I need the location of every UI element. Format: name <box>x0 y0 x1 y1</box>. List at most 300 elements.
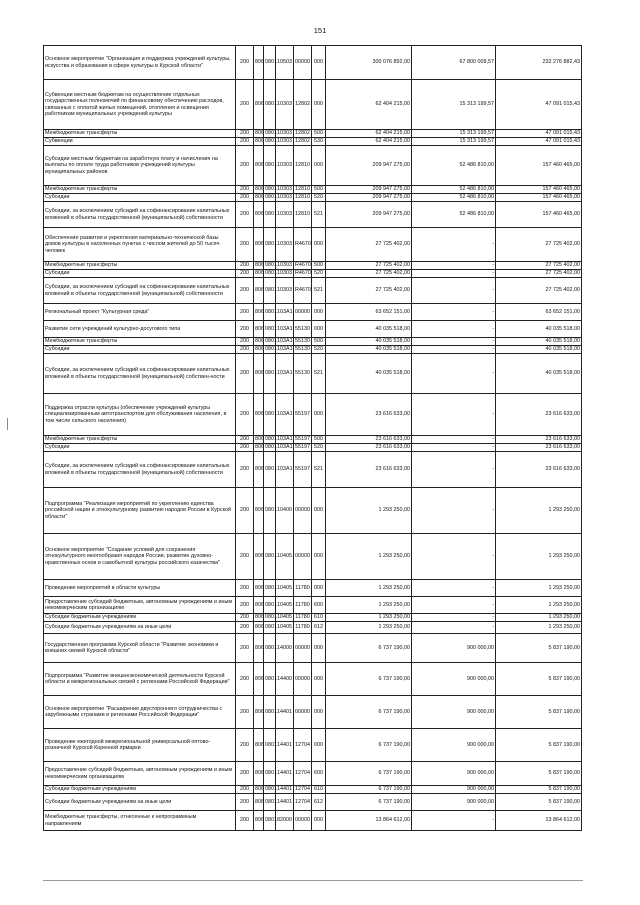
amount-total-cell: 62 404 215,00 <box>326 138 412 146</box>
expense-type-cell: 000 <box>312 146 326 186</box>
program-code-cell: 10303 <box>277 270 292 277</box>
expense-type-cell: 000 <box>312 663 326 696</box>
admin-code-cell: 200 <box>236 138 254 146</box>
amount-change-cell: 900 000,00 <box>412 729 496 762</box>
program-code-cell: 10303 <box>276 278 294 304</box>
table-row <box>44 634 582 663</box>
row-name-cell: Субсидии, за исключением субсидий на софинансирование капитальных вложений в объекты государственной (муниципальной) собствен-ности <box>44 354 236 394</box>
program-code-cell: 14401 <box>277 786 292 793</box>
admin-code-cell: 200 <box>236 488 254 534</box>
amount-total-cell: 27 725 402,00 <box>326 270 412 278</box>
amount-result-cell: 40 035 518,00 <box>496 354 582 394</box>
amount-result-cell: 232 276 882,43 <box>496 46 582 80</box>
expense-type-cell: 000 <box>312 228 326 262</box>
row-name-cell: Подпрограмма "Реализация мероприятий по укреплению единства российской нации и этнокультурному развитию народов России в Курской области" <box>44 488 236 534</box>
subsection-code-cell: 0801 <box>265 194 277 201</box>
row-name-cell: Поддержка отрасли культуры (обеспечение учреждений культуры специализированным автотранспортом для обслуживания населения, в том числе сельского населения) <box>44 394 236 436</box>
subsection-code-cell: 0801 <box>264 202 276 228</box>
expense-type-cell: 000 <box>312 634 326 663</box>
subsection-code-cell: 0801 <box>265 186 277 193</box>
amount-total-cell: 209 947 275,00 <box>326 146 412 186</box>
admin-code-cell: 200 <box>236 270 254 278</box>
amount-total-cell: 40 035 518,00 <box>326 338 412 346</box>
admin-code-cell: 200 <box>236 394 254 436</box>
direction-code-cell: 12810 <box>294 202 312 228</box>
admin-code-cell: 200 <box>236 696 254 729</box>
subsection-code-cell: 0801 <box>264 794 276 811</box>
program-code-cell: 10503 <box>276 46 294 80</box>
amount-change-cell: 15 313 199,57 <box>412 130 496 138</box>
amount-change-cell: 15 313 199,57 <box>412 80 496 130</box>
direction-code-cell: R4670 <box>294 278 312 304</box>
direction-code-cell: 12704 <box>294 794 312 811</box>
section-code-cell: 806 <box>254 46 264 80</box>
program-code-cell: 14401 <box>276 762 294 786</box>
section-code-cell: 806 <box>254 762 264 786</box>
direction-code-cell: R4670 <box>295 270 311 277</box>
amount-result-cell: 157 460 465,00 <box>496 202 582 228</box>
direction-code-cell: 55197 <box>295 444 310 451</box>
program-code-cell: 14401 <box>276 729 294 762</box>
section-code-cell: 806 <box>254 634 264 663</box>
row-name-cell: Основное мероприятие "Организация и поддержка учреждений культуры, искусства и образования в сфере культуры в Курской области" <box>44 46 236 80</box>
expense-type-cell: 000 <box>312 534 326 580</box>
program-code-cell: 10400 <box>276 488 294 534</box>
expense-type-cell: 520 <box>312 270 326 278</box>
program-code-cell: 10303 <box>276 228 294 262</box>
admin-code-cell: 200 <box>236 46 254 80</box>
row-name-cell: Субсидии <box>44 444 236 452</box>
section-code-cell: 806 <box>254 146 264 186</box>
direction-code-cell: 12810 <box>294 146 312 186</box>
row-name-cell: Межбюджетные трансферты <box>44 262 236 270</box>
row-name-cell: Субсидии, за исключением субсидий на софинансирование капитальных вложений в объекты государственной (муниципальной) собственности <box>44 278 236 304</box>
amount-change-cell: - <box>412 622 496 634</box>
amount-change-cell: - <box>412 228 496 262</box>
program-code-cell: 103A1 <box>277 346 293 353</box>
section-code-cell: 806 <box>254 80 264 130</box>
direction-code-cell: 12802 <box>294 80 312 130</box>
subsection-code-cell: 0801 <box>264 146 276 186</box>
subsection-code-cell: 0801 <box>265 786 277 793</box>
amount-result-cell: 27 725 402,00 <box>496 270 582 278</box>
amount-total-cell: 27 725 402,00 <box>326 262 412 270</box>
program-code-cell: 14400 <box>276 663 294 696</box>
direction-code-cell: 11780 <box>294 580 312 597</box>
direction-code-cell: 55130 <box>294 321 312 338</box>
admin-code-cell: 200 <box>236 346 254 354</box>
program-code-cell: 103A1 <box>276 452 294 488</box>
amount-result-cell: 1 293 250,00 <box>496 622 582 634</box>
amount-result-cell: 27 725 402,00 <box>496 262 582 270</box>
direction-code-cell: 55197 <box>295 436 310 443</box>
admin-code-cell: 200 <box>236 354 254 394</box>
admin-code-cell: 200 <box>236 146 254 186</box>
program-code-cell: 10303 <box>277 130 292 137</box>
expense-type-cell: 500 <box>312 262 326 270</box>
row-name-cell: Межбюджетные трансферты <box>44 186 236 194</box>
expense-type-cell: 610 <box>312 614 326 622</box>
section-code-cell: 806 <box>254 696 264 729</box>
table-row <box>44 130 582 138</box>
subsection-code-cell: 0801 <box>264 228 276 262</box>
table-row <box>44 321 582 338</box>
program-code-cell: 14000 <box>276 634 294 663</box>
table-row <box>44 762 582 786</box>
admin-code-cell: 200 <box>236 202 254 228</box>
table-row <box>44 202 582 228</box>
amount-change-cell: - <box>412 444 496 452</box>
budget-table <box>43 45 582 831</box>
program-code-cell: 14401 <box>276 696 294 729</box>
section-code-cell: 806 <box>254 580 264 597</box>
direction-code-cell: 11780 <box>294 597 312 614</box>
subsection-code-cell: 0801 <box>264 488 276 534</box>
row-name-cell: Субсидии бюджетным учреждениям на иные цели <box>44 622 236 634</box>
amount-result-cell: 5 837 190,00 <box>496 663 582 696</box>
amount-change-cell: - <box>412 262 496 270</box>
program-code-cell: 10405 <box>276 622 294 634</box>
row-name-cell: Развитие сети учреждений культурно-досугового типа <box>44 321 236 338</box>
row-name-cell: Основное мероприятие "Расширение двустороннего сотрудничества с зарубежными странами и регионами Российской Федерации" <box>44 696 236 729</box>
program-code-cell: 103A1 <box>276 354 294 394</box>
subsection-code-cell: 0801 <box>264 354 276 394</box>
amount-total-cell: 23 616 633,00 <box>326 444 412 452</box>
section-code-cell: 806 <box>255 138 264 145</box>
row-name-cell: Межбюджетные трансферты <box>44 338 236 346</box>
amount-result-cell: 47 091 015,43 <box>496 80 582 130</box>
amount-change-cell: - <box>412 304 496 321</box>
subsection-code-cell: 0801 <box>265 338 277 345</box>
direction-code-cell: 00000 <box>294 634 312 663</box>
row-name-cell: Предоставление субсидий бюджетным, автономным учреждениям и иным некоммерческим организациям <box>44 597 236 614</box>
expense-type-cell: 610 <box>312 786 326 794</box>
section-code-cell: 806 <box>254 811 264 831</box>
subsection-code-cell: 0801 <box>264 46 276 80</box>
direction-code-cell: 12704 <box>294 729 312 762</box>
admin-code-cell: 200 <box>236 597 254 614</box>
admin-code-cell: 200 <box>236 811 254 831</box>
table-row <box>44 80 582 130</box>
admin-code-cell: 200 <box>236 80 254 130</box>
program-code-cell: 10405 <box>276 580 294 597</box>
table-row <box>44 194 582 202</box>
amount-change-cell: - <box>412 394 496 436</box>
expense-type-cell: 521 <box>312 354 326 394</box>
subsection-code-cell: 0801 <box>264 811 276 831</box>
amount-result-cell: 23 616 633,00 <box>496 444 582 452</box>
row-name-cell: Субвенции местным бюджетам на осуществление отдельных государственных полномочий по финансовому обеспечению расходов, связанных с оплатой жилых помещений, отопления и освещения работникам муниципальных учреждений культуры <box>44 80 236 130</box>
table-row <box>44 663 582 696</box>
program-code-cell: 103A1 <box>277 338 293 345</box>
amount-result-cell: 1 293 250,00 <box>496 597 582 614</box>
amount-result-cell: 5 837 190,00 <box>496 794 582 811</box>
row-name-cell: Субсидии <box>44 346 236 354</box>
subsection-code-cell: 0801 <box>264 597 276 614</box>
section-code-cell: 806 <box>254 228 264 262</box>
subsection-code-cell: 0801 <box>265 138 277 145</box>
amount-total-cell: 23 616 633,00 <box>326 394 412 436</box>
subsection-code-cell: 0801 <box>264 663 276 696</box>
section-code-cell: 806 <box>255 436 264 443</box>
direction-code-cell: 00000 <box>294 46 312 80</box>
subsection-code-cell: 0801 <box>265 444 277 451</box>
program-code-cell: 10303 <box>277 138 292 145</box>
row-name-cell: Субсидии бюджетным учреждениям на иные цели <box>44 794 236 811</box>
table-row <box>44 811 582 831</box>
row-name-cell: Субсидии <box>44 270 236 278</box>
section-code-cell: 806 <box>255 194 264 201</box>
amount-change-cell: - <box>412 534 496 580</box>
amount-total-cell: 1 293 250,00 <box>326 488 412 534</box>
subsection-code-cell: 0801 <box>264 762 276 786</box>
admin-code-cell: 200 <box>236 729 254 762</box>
amount-result-cell: 1 293 250,00 <box>496 614 582 622</box>
amount-change-cell: 52 486 810,00 <box>412 202 496 228</box>
expense-type-cell: 521 <box>312 278 326 304</box>
expense-type-cell: 500 <box>312 130 326 138</box>
expense-type-cell: 520 <box>312 194 326 202</box>
row-name-cell: Подпрограмма "Развитие внешнеэкономической деятельности Курской области и межрегиональных связей с регионами Российской Федерации" <box>44 663 236 696</box>
margin-mark <box>7 418 11 430</box>
amount-result-cell: 23 616 633,00 <box>496 452 582 488</box>
admin-code-cell: 200 <box>236 762 254 786</box>
subsection-code-cell: 0801 <box>265 436 277 443</box>
amount-total-cell: 40 035 518,00 <box>326 321 412 338</box>
row-name-cell: Обеспечение развития и укрепления материально-технической базы домов культуры в населенных пунктах с числом жителей до 50 тысяч человек <box>44 228 236 262</box>
amount-change-cell: 67 800 009,57 <box>412 46 496 80</box>
amount-total-cell: 23 616 633,00 <box>326 452 412 488</box>
direction-code-cell: 00000 <box>294 488 312 534</box>
program-code-cell: 103A1 <box>277 444 293 451</box>
amount-result-cell: 40 035 518,00 <box>496 346 582 354</box>
direction-code-cell: 11780 <box>294 622 312 634</box>
admin-code-cell: 200 <box>236 186 254 194</box>
table-row <box>44 46 582 80</box>
table-row <box>44 270 582 278</box>
admin-code-cell: 200 <box>236 786 254 794</box>
section-code-cell: 806 <box>254 202 264 228</box>
table-row <box>44 186 582 194</box>
admin-code-cell: 200 <box>236 444 254 452</box>
admin-code-cell: 200 <box>236 194 254 202</box>
table-row <box>44 729 582 762</box>
amount-total-cell: 1 293 250,00 <box>326 622 412 634</box>
expense-type-cell: 612 <box>312 622 326 634</box>
table-row <box>44 262 582 270</box>
amount-total-cell: 6 737 190,00 <box>326 634 412 663</box>
direction-code-cell: 00000 <box>294 811 312 831</box>
admin-code-cell: 200 <box>236 304 254 321</box>
subsection-code-cell: 0801 <box>264 304 276 321</box>
amount-result-cell: 23 616 633,00 <box>496 394 582 436</box>
admin-code-cell: 200 <box>236 338 254 346</box>
section-code-cell: 806 <box>254 729 264 762</box>
amount-total-cell: 209 947 275,00 <box>326 202 412 228</box>
admin-code-cell: 200 <box>236 634 254 663</box>
table-body <box>44 46 582 831</box>
subsection-code-cell: 0801 <box>265 614 277 621</box>
amount-result-cell: 5 837 190,00 <box>496 729 582 762</box>
amount-change-cell: 52 486 810,00 <box>412 186 496 194</box>
admin-code-cell: 200 <box>236 534 254 580</box>
direction-code-cell: 00000 <box>294 304 312 321</box>
amount-total-cell: 27 725 402,00 <box>326 228 412 262</box>
row-name-cell: Субсидии бюджетным учреждениям <box>44 786 236 794</box>
section-code-cell: 806 <box>255 130 264 137</box>
row-name-cell: Межбюджетные трансферты <box>44 130 236 138</box>
amount-total-cell: 6 737 190,00 <box>326 794 412 811</box>
expense-type-cell: 000 <box>312 811 326 831</box>
direction-code-cell: 55197 <box>294 394 312 436</box>
amount-total-cell: 40 035 518,00 <box>326 354 412 394</box>
table-row <box>44 534 582 580</box>
amount-change-cell: - <box>412 354 496 394</box>
amount-total-cell: 63 652 151,00 <box>326 304 412 321</box>
amount-result-cell: 1 293 250,00 <box>496 580 582 597</box>
direction-code-cell: R4670 <box>295 262 311 269</box>
section-code-cell: 806 <box>254 663 264 696</box>
expense-type-cell: 000 <box>312 80 326 130</box>
expense-type-cell: 000 <box>312 729 326 762</box>
subsection-code-cell: 0801 <box>264 80 276 130</box>
amount-change-cell: 52 486 810,00 <box>412 194 496 202</box>
amount-result-cell: 157 460 465,00 <box>496 186 582 194</box>
table-row <box>44 794 582 811</box>
amount-change-cell: 900 000,00 <box>412 794 496 811</box>
section-code-cell: 806 <box>254 794 264 811</box>
program-code-cell: 82000 <box>276 811 294 831</box>
amount-result-cell: 1 293 250,00 <box>496 534 582 580</box>
admin-code-cell: 200 <box>236 436 254 444</box>
amount-total-cell: 6 737 190,00 <box>326 729 412 762</box>
amount-result-cell: 5 837 190,00 <box>496 762 582 786</box>
amount-change-cell: - <box>412 321 496 338</box>
section-code-cell: 806 <box>254 534 264 580</box>
amount-change-cell: - <box>412 452 496 488</box>
subsection-code-cell: 0801 <box>264 278 276 304</box>
amount-result-cell: 1 293 250,00 <box>496 488 582 534</box>
table-row <box>44 138 582 146</box>
amount-total-cell: 27 725 402,00 <box>326 278 412 304</box>
expense-type-cell: 600 <box>312 597 326 614</box>
section-code-cell: 806 <box>254 321 264 338</box>
table-row <box>44 786 582 794</box>
direction-code-cell: 55197 <box>294 452 312 488</box>
admin-code-cell: 200 <box>236 321 254 338</box>
amount-result-cell: 5 837 190,00 <box>496 696 582 729</box>
section-code-cell: 806 <box>255 186 264 193</box>
subsection-code-cell: 0801 <box>264 394 276 436</box>
subsection-code-cell: 0801 <box>264 729 276 762</box>
direction-code-cell: 12810 <box>295 194 310 201</box>
amount-change-cell: 900 000,00 <box>412 696 496 729</box>
direction-code-cell: 12810 <box>295 186 310 193</box>
amount-result-cell: 47 091 015,43 <box>496 138 582 146</box>
expense-type-cell: 521 <box>312 452 326 488</box>
row-name-cell: Субсидии, за исключением субсидий на софинансирование капитальных вложений в объекты государственной (муниципальной) собственности <box>44 202 236 228</box>
amount-change-cell: 15 313 199,57 <box>412 138 496 146</box>
amount-total-cell: 300 076 892,00 <box>326 46 412 80</box>
table-row <box>44 444 582 452</box>
direction-code-cell: 12704 <box>295 786 310 793</box>
amount-change-cell: 900 000,00 <box>412 762 496 786</box>
program-code-cell: 10303 <box>276 80 294 130</box>
section-code-cell: 806 <box>254 304 264 321</box>
amount-total-cell: 13 864 612,00 <box>326 811 412 831</box>
section-code-cell: 806 <box>254 354 264 394</box>
table-row <box>44 622 582 634</box>
subsection-code-cell: 0801 <box>264 580 276 597</box>
amount-result-cell: 23 616 633,00 <box>496 436 582 444</box>
row-name-cell: Основное мероприятие "Создание условий для сохранения этнокультурного многообразия народов России, развитие духовно-нравственных основ и самобытной культуры российского казачества" <box>44 534 236 580</box>
table-row <box>44 346 582 354</box>
amount-total-cell: 40 035 518,00 <box>326 346 412 354</box>
admin-code-cell: 200 <box>236 130 254 138</box>
section-code-cell: 806 <box>255 338 264 345</box>
amount-change-cell: - <box>412 436 496 444</box>
amount-result-cell: 63 652 151,00 <box>496 304 582 321</box>
table-row <box>44 614 582 622</box>
amount-change-cell: 900 000,00 <box>412 786 496 794</box>
row-name-cell: Субсидии, за исключением субсидий на софинансирование капитальных вложений в объекты государственной (муниципальной) собственности <box>44 452 236 488</box>
section-code-cell: 806 <box>254 278 264 304</box>
row-name-cell: Субсидии бюджетным учреждениям <box>44 614 236 622</box>
amount-result-cell: 40 035 518,00 <box>496 338 582 346</box>
amount-result-cell: 157 460 465,00 <box>496 146 582 186</box>
amount-change-cell: - <box>412 488 496 534</box>
expense-type-cell: 521 <box>312 202 326 228</box>
amount-result-cell: 13 864 612,00 <box>496 811 582 831</box>
table-row <box>44 488 582 534</box>
amount-total-cell: 1 293 250,00 <box>326 614 412 622</box>
row-name-cell: Межбюджетные трансферты <box>44 436 236 444</box>
direction-code-cell: 55130 <box>295 346 310 353</box>
direction-code-cell: 55130 <box>294 354 312 394</box>
program-code-cell: 10303 <box>277 186 292 193</box>
direction-code-cell: 00000 <box>294 534 312 580</box>
admin-code-cell: 200 <box>236 228 254 262</box>
subsection-code-cell: 0801 <box>265 130 277 137</box>
expense-type-cell: 000 <box>312 488 326 534</box>
admin-code-cell: 200 <box>236 794 254 811</box>
direction-code-cell: 12802 <box>295 138 310 145</box>
subsection-code-cell: 0801 <box>265 262 277 269</box>
expense-type-cell: 520 <box>312 444 326 452</box>
program-code-cell: 14401 <box>276 794 294 811</box>
section-code-cell: 806 <box>254 394 264 436</box>
amount-change-cell: - <box>412 270 496 278</box>
program-code-cell: 103A1 <box>277 436 293 443</box>
amount-change-cell: - <box>412 338 496 346</box>
amount-change-cell: - <box>412 597 496 614</box>
program-code-cell: 10303 <box>276 146 294 186</box>
subsection-code-cell: 0801 <box>264 452 276 488</box>
amount-total-cell: 1 293 250,00 <box>326 597 412 614</box>
amount-total-cell: 1 293 250,00 <box>326 534 412 580</box>
direction-code-cell: 11780 <box>295 614 310 621</box>
section-code-cell: 806 <box>255 614 264 621</box>
direction-code-cell: 00000 <box>294 696 312 729</box>
amount-change-cell: 900 000,00 <box>412 663 496 696</box>
amount-change-cell: 52 486 810,00 <box>412 146 496 186</box>
row-name-cell: Межбюджетные трансферты, отнесенные к непрограммным направлениям <box>44 811 236 831</box>
amount-total-cell: 6 737 190,00 <box>326 762 412 786</box>
amount-change-cell: 900 000,00 <box>412 634 496 663</box>
table-row <box>44 146 582 186</box>
subsection-code-cell: 0801 <box>265 346 277 353</box>
expense-type-cell: 500 <box>312 436 326 444</box>
